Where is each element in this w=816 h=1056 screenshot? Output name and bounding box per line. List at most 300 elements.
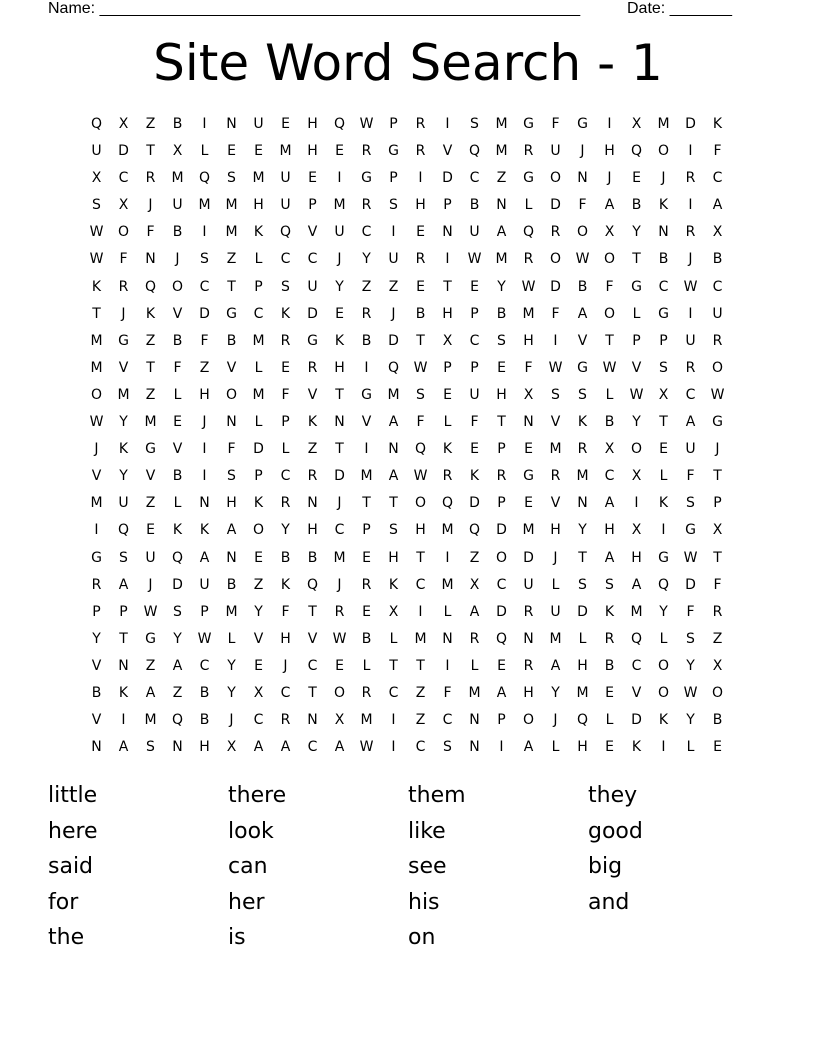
grid-letter: Z	[145, 332, 156, 349]
grid-letter: U	[469, 386, 480, 403]
grid-letter: N	[469, 739, 480, 756]
grid-letter: N	[388, 441, 399, 458]
grid-letter: F	[713, 143, 722, 160]
grid-letter: A	[496, 224, 507, 241]
grid-letter: C	[280, 251, 291, 268]
grid-letter: V	[172, 305, 183, 322]
grid-letter: D	[577, 603, 588, 620]
grid-letter: Q	[630, 630, 643, 647]
grid-letter: C	[307, 739, 318, 756]
grid-letter: T	[146, 359, 155, 376]
grid-letter: G	[523, 116, 534, 132]
grid-letter: C	[280, 468, 291, 485]
grid-letter: R	[523, 657, 534, 674]
grid-letter: L	[173, 386, 182, 403]
grid-letter: N	[469, 712, 480, 729]
grid-letter: E	[497, 657, 506, 674]
word-list-item: her	[228, 889, 265, 915]
grid-letter: R	[307, 359, 318, 376]
grid-letter: N	[91, 739, 102, 756]
grid-letter: P	[92, 603, 101, 620]
grid-letter: S	[470, 116, 479, 132]
grid-letter: X	[118, 197, 129, 214]
grid-letter: T	[713, 549, 722, 566]
grid-letter: Q	[333, 116, 346, 132]
grid-letter: L	[227, 630, 236, 647]
grid-letter: E	[605, 739, 614, 756]
grid-letter: B	[577, 278, 588, 295]
grid-letter: M	[522, 522, 535, 539]
grid-letter: E	[308, 170, 317, 187]
grid-letter: V	[631, 684, 642, 701]
grid-letter: R	[91, 576, 102, 593]
grid-letter: P	[200, 603, 209, 620]
grid-letter: Q	[90, 116, 103, 132]
grid-letter: U	[523, 576, 534, 593]
grid-letter: I	[607, 116, 612, 132]
grid-letter: K	[388, 576, 399, 593]
grid-letter: C	[496, 576, 507, 593]
grid-letter: S	[389, 197, 398, 214]
grid-letter: X	[226, 739, 237, 756]
grid-letter: B	[280, 549, 291, 566]
grid-letter: H	[523, 684, 534, 701]
grid-letter: L	[443, 414, 452, 431]
word-list-item: said	[48, 854, 94, 879]
grid-letter: K	[253, 224, 264, 241]
grid-letter: I	[364, 441, 369, 458]
grid-letter: J	[553, 549, 558, 566]
grid-letter: R	[361, 305, 372, 322]
grid-letter: D	[469, 495, 480, 512]
grid-letter: C	[712, 170, 723, 187]
grid-letter: V	[145, 468, 156, 485]
grid-letter: D	[496, 522, 507, 539]
grid-letter: R	[307, 468, 318, 485]
grid-letter: O	[630, 441, 643, 458]
grid-letter: P	[254, 278, 263, 295]
grid-letter: K	[280, 576, 291, 593]
grid-letter: D	[550, 197, 561, 214]
grid-letter: Q	[522, 224, 535, 241]
grid-letter: Q	[657, 576, 670, 593]
grid-letter: B	[199, 712, 210, 729]
grid-letter: M	[117, 386, 130, 403]
grid-letter: A	[280, 739, 291, 756]
grid-letter: N	[307, 495, 318, 512]
grid-letter: R	[685, 224, 696, 241]
grid-letter: T	[416, 549, 425, 566]
grid-letter: V	[226, 359, 237, 376]
word-list-item: good	[588, 818, 643, 844]
grid-letter: H	[199, 739, 210, 756]
grid-letter: C	[469, 332, 480, 349]
grid-letter: B	[604, 414, 615, 431]
grid-letter: B	[361, 630, 372, 647]
grid-letter: I	[445, 251, 450, 268]
grid-letter: M	[225, 197, 238, 214]
grid-letter: L	[173, 495, 182, 512]
grid-letter: Z	[496, 170, 507, 187]
grid-letter: D	[172, 576, 183, 593]
grid-letter: L	[551, 576, 560, 593]
grid-letter: E	[443, 386, 452, 403]
grid-letter: B	[172, 468, 183, 485]
grid-letter: F	[119, 251, 128, 268]
grid-letter: T	[308, 603, 317, 620]
grid-letter: G	[577, 116, 588, 132]
word-list-item: can	[228, 854, 268, 879]
grid-letter: E	[470, 278, 479, 295]
grid-letter: U	[307, 278, 318, 295]
grid-letter: Y	[686, 712, 695, 729]
grid-letter: J	[391, 305, 396, 322]
grid-letter: M	[549, 630, 562, 647]
grid-letter: K	[118, 684, 129, 701]
grid-letter: H	[253, 197, 264, 214]
grid-letter: H	[388, 549, 399, 566]
grid-letter: S	[551, 386, 560, 403]
grid-letter: A	[118, 739, 129, 756]
grid-letter: R	[361, 576, 372, 593]
grid-letter: K	[199, 522, 210, 539]
grid-letter: S	[686, 630, 695, 647]
grid-letter: U	[172, 197, 183, 214]
grid-letter: M	[252, 332, 265, 349]
grid-letter: F	[200, 332, 209, 349]
grid-letter: T	[416, 657, 425, 674]
grid-letter: S	[659, 359, 668, 376]
word-list-item: little	[48, 783, 98, 808]
grid-letter: I	[202, 468, 207, 485]
word-list-item: is	[228, 925, 246, 950]
grid-letter: G	[388, 143, 399, 160]
grid-letter: Q	[468, 522, 481, 539]
grid-letter: Z	[172, 684, 183, 701]
grid-letter: U	[334, 224, 345, 241]
grid-letter: G	[145, 630, 156, 647]
grid-letter: I	[445, 657, 450, 674]
grid-letter: B	[226, 576, 237, 593]
grid-letter: N	[226, 414, 237, 431]
grid-letter: K	[604, 603, 615, 620]
grid-letter: M	[468, 684, 481, 701]
grid-letter: I	[445, 549, 450, 566]
grid-letter: F	[524, 359, 533, 376]
grid-letter: S	[200, 251, 209, 268]
grid-letter: P	[362, 522, 371, 539]
grid-letter: Z	[145, 386, 156, 403]
grid-letter: M	[495, 143, 508, 160]
grid-letter: Y	[227, 657, 236, 674]
grid-letter: A	[577, 305, 588, 322]
grid-letter: S	[227, 170, 236, 187]
grid-letter: M	[495, 116, 508, 132]
grid-letter: L	[578, 630, 587, 647]
grid-letter: I	[418, 603, 423, 620]
grid-letter: Z	[253, 576, 264, 593]
grid-letter: M	[441, 576, 454, 593]
grid-letter: E	[335, 143, 344, 160]
grid-letter: W	[359, 739, 374, 756]
grid-letter: Y	[335, 278, 344, 295]
grid-letter: S	[416, 386, 425, 403]
grid-letter: F	[551, 116, 560, 132]
grid-letter: M	[252, 386, 265, 403]
grid-letter: R	[361, 684, 372, 701]
grid-letter: W	[575, 251, 590, 268]
grid-letter: T	[497, 414, 506, 431]
grid-letter: I	[688, 197, 693, 214]
grid-letter: Q	[468, 143, 481, 160]
grid-letter: R	[469, 630, 480, 647]
grid-letter: O	[549, 170, 562, 187]
grid-letter: P	[443, 197, 452, 214]
grid-letter: D	[442, 170, 453, 187]
grid-letter: I	[445, 116, 450, 132]
grid-letter: R	[361, 143, 372, 160]
grid-letter: Q	[414, 441, 427, 458]
grid-letter: Y	[578, 522, 587, 539]
grid-letter: P	[632, 332, 641, 349]
grid-letter: F	[416, 414, 425, 431]
grid-letter: T	[713, 468, 722, 485]
grid-letter: U	[550, 143, 561, 160]
grid-letter: A	[712, 197, 723, 214]
grid-letter: B	[307, 549, 318, 566]
grid-letter: M	[522, 305, 535, 322]
grid-letter: C	[685, 386, 696, 403]
grid-letter: I	[364, 359, 369, 376]
grid-letter: E	[173, 414, 182, 431]
grid-letter: L	[281, 441, 290, 458]
grid-letter: T	[335, 386, 344, 403]
grid-letter: L	[659, 468, 668, 485]
grid-letter: P	[497, 712, 506, 729]
grid-letter: Y	[92, 630, 101, 647]
grid-letter: K	[307, 414, 318, 431]
grid-letter: K	[442, 441, 453, 458]
grid-letter: A	[604, 495, 615, 512]
grid-letter: G	[712, 414, 723, 431]
grid-letter: A	[631, 576, 642, 593]
grid-letter: H	[199, 386, 210, 403]
grid-letter: S	[227, 468, 236, 485]
grid-letter: H	[334, 359, 345, 376]
grid-letter: S	[686, 495, 695, 512]
grid-letter: R	[523, 603, 534, 620]
grid-letter: J	[202, 414, 207, 431]
grid-letter: Z	[226, 251, 237, 268]
grid-letter: Z	[361, 278, 372, 295]
grid-letter: Q	[441, 495, 454, 512]
grid-letter: Y	[659, 603, 668, 620]
grid-letter: D	[307, 305, 318, 322]
grid-letter: V	[442, 143, 453, 160]
grid-letter: X	[631, 468, 642, 485]
grid-letter: M	[657, 116, 670, 132]
grid-letter: J	[148, 576, 153, 593]
grid-letter: O	[657, 684, 670, 701]
grid-letter: V	[361, 414, 372, 431]
grid-letter: L	[362, 657, 371, 674]
grid-letter: F	[686, 603, 695, 620]
grid-letter: P	[389, 116, 398, 132]
grid-letter: H	[577, 657, 588, 674]
grid-letter: K	[118, 441, 129, 458]
grid-letter: M	[441, 522, 454, 539]
grid-letter: Z	[415, 684, 426, 701]
grid-letter: J	[688, 251, 693, 268]
grid-letter: M	[360, 468, 373, 485]
grid-letter: N	[118, 657, 129, 674]
grid-letter: B	[172, 116, 183, 132]
grid-letter: F	[281, 386, 290, 403]
grid-letter: X	[631, 522, 642, 539]
grid-letter: X	[658, 386, 669, 403]
page-title: Site Word Search - 1	[153, 34, 663, 92]
grid-letter: W	[629, 386, 644, 403]
grid-letter: A	[226, 522, 237, 539]
grid-letter: N	[199, 495, 210, 512]
grid-letter: V	[307, 630, 318, 647]
grid-letter: M	[495, 251, 508, 268]
grid-letter: Q	[171, 549, 184, 566]
grid-letter: B	[226, 332, 237, 349]
word-list-item: for	[48, 889, 79, 915]
grid-letter: N	[496, 197, 507, 214]
grid-letter: R	[280, 495, 291, 512]
grid-letter: Z	[145, 657, 156, 674]
grid-letter: P	[497, 441, 506, 458]
grid-letter: A	[469, 603, 480, 620]
grid-letter: Q	[171, 712, 184, 729]
grid-letter: M	[90, 359, 103, 376]
grid-letter: Z	[415, 712, 426, 729]
grid-letter: Q	[117, 522, 130, 539]
word-list-item: them	[408, 783, 466, 808]
grid-letter: X	[118, 116, 129, 132]
grid-letter: C	[712, 278, 723, 295]
grid-letter: W	[467, 251, 482, 268]
grid-letter: I	[337, 170, 342, 187]
grid-letter: L	[389, 630, 398, 647]
word-list-item: big	[588, 854, 623, 879]
grid-letter: N	[334, 414, 345, 431]
grid-letter: F	[173, 359, 182, 376]
grid-letter: J	[229, 712, 234, 729]
grid-letter: K	[631, 739, 642, 756]
grid-letter: M	[549, 441, 562, 458]
grid-letter: W	[548, 359, 563, 376]
grid-letter: M	[198, 197, 211, 214]
grid-letter: W	[143, 603, 158, 620]
grid-letter: R	[334, 603, 345, 620]
grid-letter: E	[416, 278, 425, 295]
grid-letter: A	[604, 197, 615, 214]
word-list-item: here	[48, 818, 98, 844]
grid-letter: S	[173, 603, 182, 620]
grid-letter: L	[443, 603, 452, 620]
grid-letter: X	[604, 224, 615, 241]
grid-letter: B	[469, 197, 480, 214]
grid-letter: L	[254, 414, 263, 431]
grid-letter: V	[253, 630, 264, 647]
grid-letter: Q	[306, 576, 319, 593]
grid-letter: C	[334, 522, 345, 539]
grid-letter: Q	[144, 278, 157, 295]
grid-letter: G	[631, 278, 642, 295]
grid-letter: O	[252, 522, 265, 539]
grid-letter: W	[413, 468, 428, 485]
grid-letter: B	[172, 332, 183, 349]
grid-letter: H	[415, 522, 426, 539]
grid-letter: Z	[145, 116, 156, 132]
grid-letter: G	[361, 170, 372, 187]
grid-letter: A	[523, 739, 534, 756]
grid-letter: J	[121, 305, 126, 322]
grid-letter: X	[172, 143, 183, 160]
grid-letter: K	[91, 278, 102, 295]
grid-letter: M	[90, 495, 103, 512]
grid-letter: C	[280, 684, 291, 701]
grid-letter: A	[145, 684, 156, 701]
grid-letter: P	[254, 468, 263, 485]
grid-letter: F	[686, 468, 695, 485]
grid-letter: I	[553, 332, 558, 349]
grid-letter: H	[307, 143, 318, 160]
grid-letter: I	[688, 143, 693, 160]
grid-letter: M	[225, 224, 238, 241]
grid-letter: V	[307, 224, 318, 241]
grid-letter: Y	[173, 630, 182, 647]
grid-letter: R	[361, 197, 372, 214]
grid-letter: M	[90, 332, 103, 349]
grid-letter: B	[361, 332, 372, 349]
grid-letter: R	[577, 441, 588, 458]
grid-letter: H	[577, 739, 588, 756]
grid-letter: K	[658, 712, 669, 729]
grid-letter: U	[685, 441, 696, 458]
grid-letter: K	[334, 332, 345, 349]
grid-letter: N	[577, 495, 588, 512]
grid-letter: I	[391, 224, 396, 241]
grid-letter: C	[361, 224, 372, 241]
grid-letter: T	[362, 495, 371, 512]
grid-letter: G	[658, 305, 669, 322]
grid-letter: S	[389, 522, 398, 539]
grid-letter: I	[499, 739, 504, 756]
grid-letter: P	[443, 359, 452, 376]
grid-letter: R	[415, 143, 426, 160]
grid-letter: B	[712, 251, 723, 268]
grid-letter: N	[172, 739, 183, 756]
grid-letter: F	[470, 414, 479, 431]
grid-letter: R	[712, 603, 723, 620]
grid-letter: O	[603, 251, 616, 268]
word-list-item: like	[408, 818, 446, 844]
grid-letter: R	[280, 332, 291, 349]
grid-letter: D	[388, 332, 399, 349]
grid-letter: D	[253, 441, 264, 458]
grid-letter: F	[605, 278, 614, 295]
grid-letter: N	[523, 630, 534, 647]
grid-letter: W	[89, 414, 104, 431]
grid-letter: S	[443, 739, 452, 756]
grid-letter: O	[225, 386, 238, 403]
grid-letter: P	[308, 197, 317, 214]
grid-letter: N	[307, 712, 318, 729]
